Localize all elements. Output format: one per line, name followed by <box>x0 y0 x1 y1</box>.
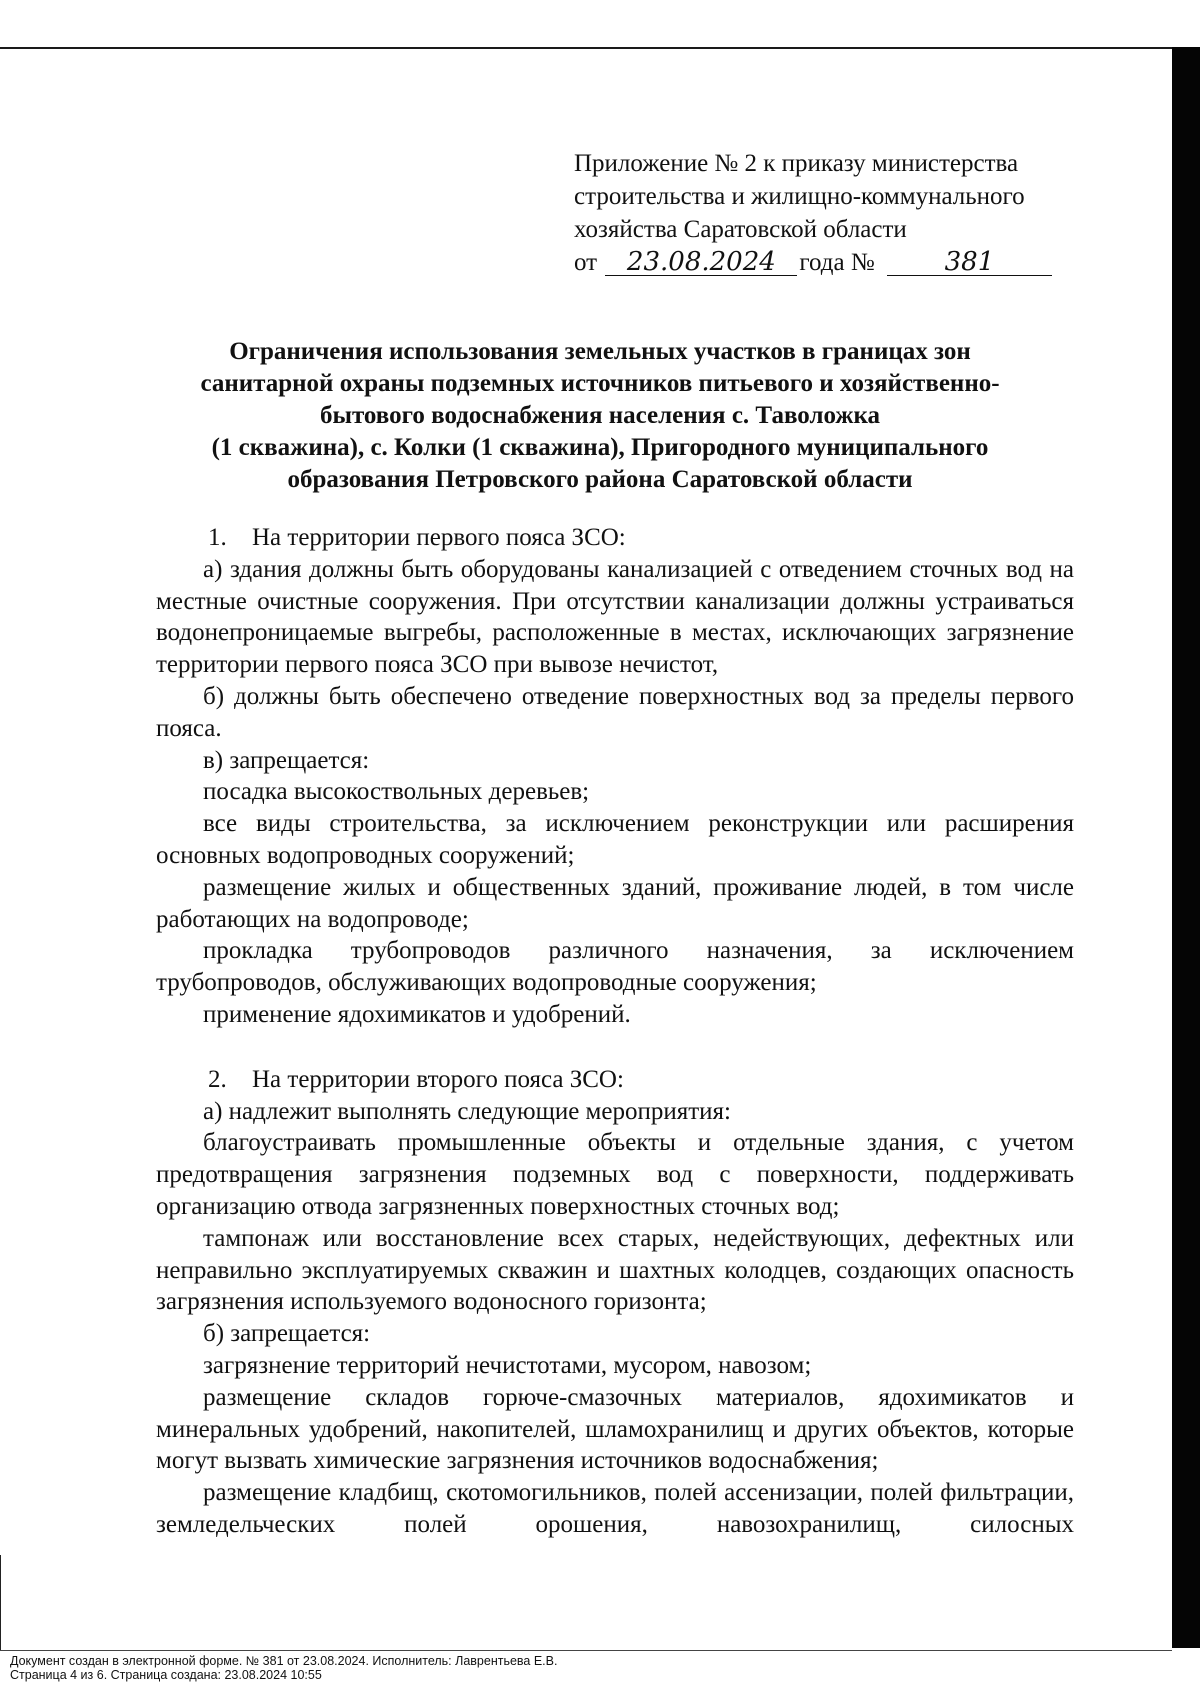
list-item: загрязнение территорий нечистотами, мусором, навозом; <box>203 1351 812 1379</box>
tulip-emblem-icon <box>1176 1660 1196 1694</box>
footer-line-1: Документ создан в электронной форме. № 381 от 23.08.2024. Исполнитель: Лаврентьева Е.В. <box>10 1654 558 1668</box>
list-item: размещение кладбищ, скотомогильников, полей ассенизации, полей фильтрации, земледельческих полей орошения, навозохранилищ, силосных <box>156 1479 1074 1538</box>
list-item: прокладка трубопроводов различного назначения, за исключением трубопроводов, обслуживающих водопроводные сооружения; <box>156 937 1074 997</box>
date-prefix: от <box>574 249 598 276</box>
section-2-heading-text: На территории второго пояса ЗСО: <box>252 1065 624 1093</box>
appendix-line-3: хозяйства Саратовской области <box>574 216 907 243</box>
electronic-document-footer <box>0 1650 1172 1698</box>
list-item: размещение складов горюче-смазочных материалов, ядохимикатов и минеральных удобрений, накопителей, шламохранилищ и других объектов, которые могут вызвать химические загрязнения источников водоснабжения; <box>156 1383 1074 1475</box>
appendix-line-1: Приложение № 2 к приказу министерства <box>574 150 1019 177</box>
section-2-heading <box>156 1064 1074 1096</box>
list-item: благоустраивать промышленные объекты и отдельные здания, с учетом предотвращения загрязнения подземных вод с поверхности, поддерживать организацию отвода загрязненных поверхностных сточных вод; <box>156 1129 1074 1220</box>
section-1-item-a: а) здания должны быть оборудованы канализацией с отведением сточных вод на местные очистные сооружения. При отсутствии канализации должны устраиваться водонепроницаемые выгребы, расположенные в местах, исключающих загрязнение территории первого пояса ЗСО при вывозе нечистот, <box>156 555 1074 679</box>
appendix-date-line <box>574 246 1094 279</box>
section-1-number: 1. <box>208 524 227 551</box>
list-item: применение ядохимикатов и удобрений. <box>203 1000 631 1028</box>
section-1-heading-text: На территории первого пояса ЗСО: <box>252 524 626 551</box>
title-line-1: Ограничения использования земельных участков в границах зон <box>229 338 971 365</box>
section-2-item-a: а) надлежит выполнять следующие мероприятия: <box>203 1097 731 1125</box>
document-body <box>156 522 1074 1541</box>
title-line-2: санитарной охраны подземных источников питьевого и хозяйственно- <box>200 370 1000 397</box>
title-line-5: образования Петровского района Саратовской области <box>287 466 913 493</box>
title-line-4: (1 скважина), с. Колки (1 скважина), Пригородного муниципального <box>211 434 989 461</box>
title-line-3: бытового водоснабжения населения с. Таволожка <box>319 402 881 429</box>
section-1-heading <box>156 522 1074 554</box>
year-word: года № <box>799 249 875 276</box>
handwritten-date: 23.08.2024 <box>605 249 797 276</box>
appendix-line-2: строительства и жилищно-коммунального <box>574 183 1025 210</box>
section-2-item-b: б) запрещается: <box>203 1320 371 1348</box>
document-title <box>150 336 1050 496</box>
scan-right-edge <box>1172 47 1200 1648</box>
footer-line-2: Страница 4 из 6. Страница создана: 23.08.2024 10:55 <box>10 1668 322 1682</box>
list-item: все виды строительства, за исключением реконструкции или расширения основных водопроводных сооружений; <box>156 810 1074 869</box>
list-item: посадка высокоствольных деревьев; <box>203 778 590 806</box>
section-1-item-v: в) запрещается: <box>203 746 370 774</box>
scan-top-edge <box>0 47 1172 49</box>
appendix-block <box>574 147 1094 279</box>
list-item: размещение жилых и общественных зданий, проживание людей, в том числе работающих на водопроводе; <box>156 873 1074 933</box>
section-2-number: 2. <box>208 1065 227 1093</box>
list-item: тампонаж или восстановление всех старых, недействующих, дефектных или неправильно эксплуатируемых скважин и шахтных колодцев, создающих опасность загрязнения используемого водоносного горизонта; <box>156 1224 1074 1316</box>
section-gap <box>156 1031 1074 1064</box>
handwritten-number: 381 <box>887 249 1052 276</box>
section-1-item-b: б) должны быть обеспечено отведение поверхностных вод за пределы первого пояса. <box>156 682 1074 742</box>
